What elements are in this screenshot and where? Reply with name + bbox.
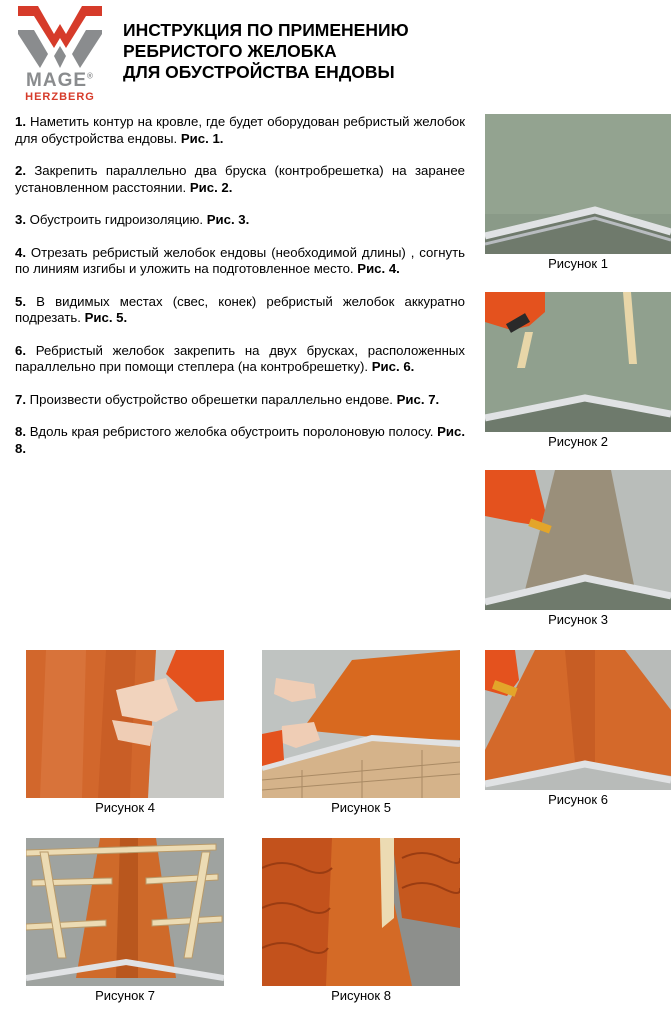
figure-7-photo — [26, 838, 224, 986]
figure-2-photo — [485, 292, 671, 432]
figure-8-caption: Рисунок 8 — [331, 988, 391, 1003]
figure-1-photo — [485, 114, 671, 254]
instruction-steps — [15, 114, 465, 473]
step-2: 2. Закрепить параллельно два бруска (контробрешетка) на заранее установленном расстоянии. Рис. 2. — [15, 163, 465, 195]
figure-5-caption: Рисунок 5 — [331, 800, 391, 815]
figure-3 — [485, 470, 671, 630]
title-line-1: ИНСТРУКЦИЯ ПО ПРИМЕНЕНИЮ — [123, 20, 409, 40]
step-7: 7. Произвести обустройство обрешетки параллельно ендове. Рис. 7. — [15, 391, 440, 407]
figure-3-photo — [485, 470, 671, 610]
figure-8-photo — [262, 838, 460, 986]
step-4: 4. Отрезать ребристый желобок ендовы (необходимой длины) , согнуть по линиям изгибы и уложить на подготовленное место. Рис. 4. — [15, 244, 465, 276]
logo-brand-name: MAGE® — [26, 70, 94, 91]
figure-4-caption: Рисунок 4 — [95, 800, 155, 815]
figure-1 — [485, 114, 671, 274]
figure-2-caption: Рисунок 2 — [548, 434, 608, 449]
figure-8 — [262, 838, 460, 1008]
figure-6-photo — [485, 650, 671, 790]
figure-6-caption: Рисунок 6 — [548, 792, 608, 807]
figure-1-caption: Рисунок 1 — [548, 256, 608, 271]
figure-4-photo — [26, 650, 224, 798]
title-line-3: ДЛЯ ОБУСТРОЙСТВА ЕНДОВЫ — [123, 62, 395, 82]
figure-6 — [485, 650, 671, 810]
logo-emblem-icon — [14, 4, 106, 70]
step-3: 3. Обустроить гидроизоляцию. Рис. 3. — [15, 212, 250, 227]
brand-logo — [10, 4, 110, 104]
page-title — [123, 20, 523, 83]
figure-2 — [485, 292, 671, 452]
figure-7-caption: Рисунок 7 — [95, 988, 155, 1003]
figure-7 — [26, 838, 224, 1008]
step-8: 8. Вдоль края ребристого желобка обустроить поролоновую полосу. Рис. 8. — [15, 424, 466, 456]
step-6: 6. Ребристый желобок закрепить на двух брусках, расположенных параллельно при помощи степлера (на контробрешетку). Рис. 6. — [15, 342, 466, 374]
logo-sub-name: HERZBERG — [25, 91, 95, 103]
step-5: 5. В видимых местах (свес, конек) ребристый желобок аккуратно подрезать. Рис. 5. — [15, 293, 465, 325]
step-1: 1. Наметить контур на кровле, где будет оборудован ребристый желобок для обустройства ендовы. Рис. 1. — [15, 114, 465, 146]
figure-5-photo — [262, 650, 460, 798]
figure-5 — [262, 650, 460, 820]
figure-4 — [26, 650, 224, 820]
figure-3-caption: Рисунок 3 — [548, 612, 608, 627]
title-line-2: РЕБРИСТОГО ЖЕЛОБКА — [123, 41, 337, 61]
